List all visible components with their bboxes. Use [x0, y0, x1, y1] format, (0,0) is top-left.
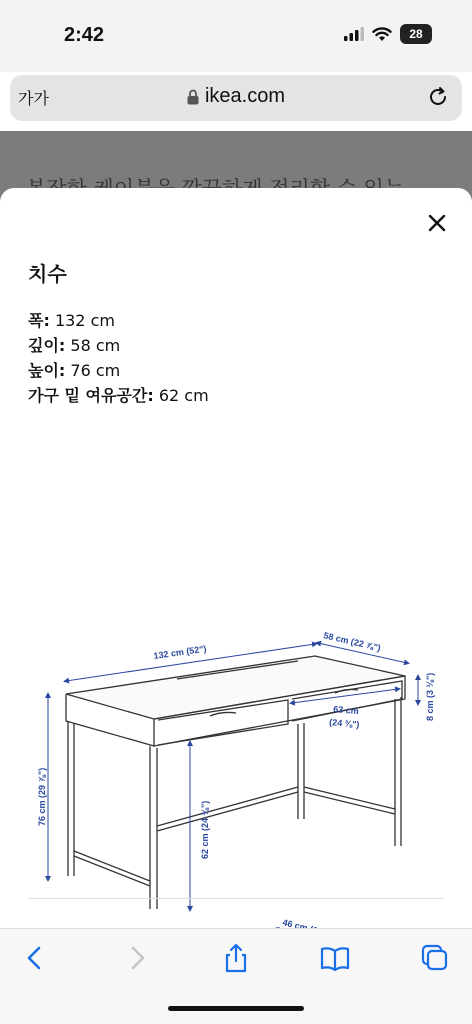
spec-label: 높이:: [28, 361, 66, 380]
spec-value: 62 cm: [153, 386, 209, 405]
dim-drawer-inner-width-in: (24 ⅜"): [328, 717, 360, 730]
wifi-icon: [372, 27, 392, 42]
bookmarks-icon[interactable]: [320, 943, 350, 973]
sheet-title: 치수: [28, 262, 67, 286]
url-display[interactable]: [10, 85, 462, 108]
address-bar[interactable]: [10, 75, 462, 121]
forward-icon[interactable]: [122, 943, 152, 973]
dimension-diagram: [0, 431, 472, 859]
spec-list: [28, 308, 209, 408]
spec-row-height: [28, 358, 209, 383]
share-icon[interactable]: [221, 943, 251, 973]
spec-value: 132 cm: [49, 311, 115, 330]
spec-row-clearance: [28, 383, 209, 408]
url-text: ikea.com: [204, 85, 286, 107]
dim-drawer-inner-width: 63 cm: [332, 704, 360, 717]
tabs-icon[interactable]: [420, 943, 450, 973]
home-indicator: [168, 1006, 304, 1011]
status-icons: [344, 24, 432, 44]
signal-icon: [344, 27, 364, 41]
close-icon[interactable]: [426, 212, 448, 234]
dim-desk-depth: 58 cm (22 ⅞"): [322, 630, 382, 654]
status-time: 2:42: [64, 24, 105, 46]
spec-label: 깊이:: [28, 336, 66, 355]
back-icon[interactable]: [20, 943, 50, 973]
dim-leg-clearance: 62 cm (24 ⅜"): [200, 800, 210, 859]
sheet-divider: [28, 898, 444, 899]
dim-desk-width: 132 cm (52"): [152, 643, 208, 661]
desk-drawing: [66, 656, 405, 909]
spec-value: 76 cm: [65, 361, 121, 380]
text-size-button[interactable]: 가가: [18, 89, 49, 108]
battery-icon: [400, 24, 432, 44]
battery-level: 28: [409, 27, 423, 41]
spec-row-width: [28, 308, 209, 333]
dim-top-height: 8 cm (3 ⅛"): [425, 672, 435, 721]
spec-label: 폭:: [28, 311, 50, 330]
reload-icon[interactable]: [426, 85, 450, 109]
spec-row-depth: [28, 333, 209, 358]
lock-icon: [187, 89, 199, 105]
dim-desk-height: 76 cm (29 ⅞"): [37, 767, 47, 826]
spec-value: 58 cm: [65, 336, 121, 355]
spec-label: 가구 밑 여유공간:: [28, 386, 154, 405]
status-bar: [0, 0, 472, 72]
dimensions-sheet: [0, 188, 472, 928]
